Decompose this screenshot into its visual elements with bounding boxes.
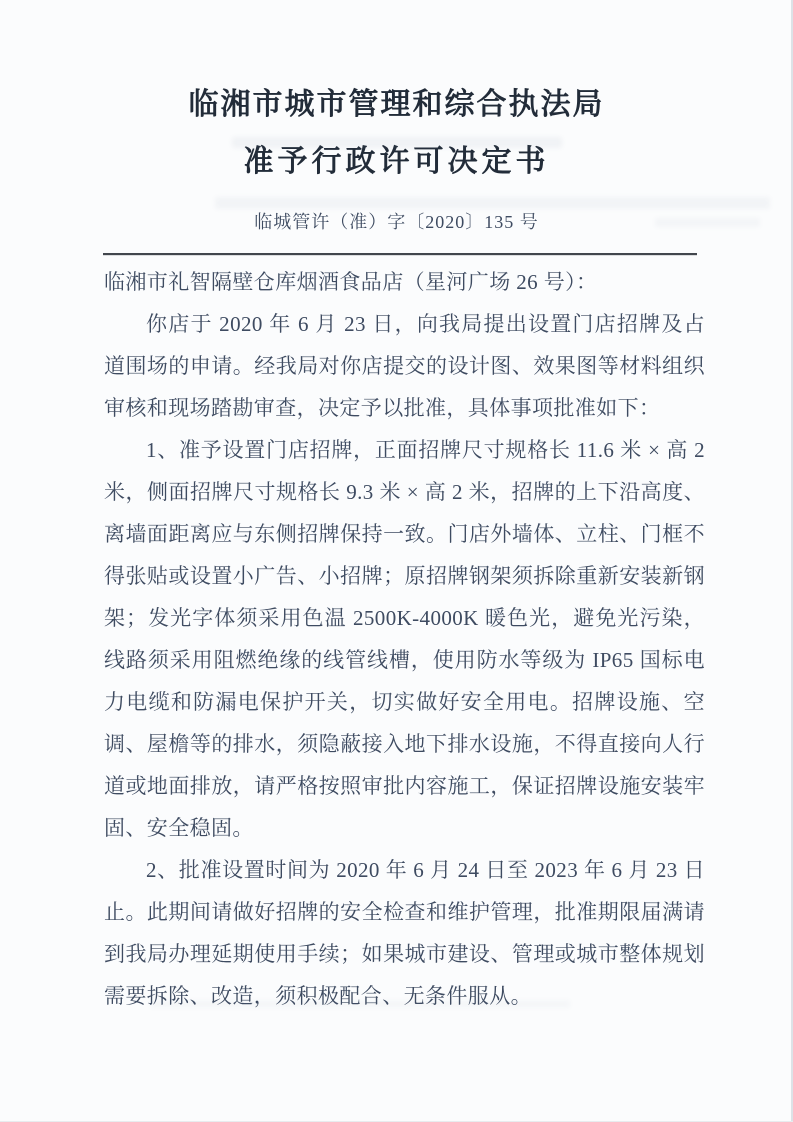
recipient-line: 临湘市礼智隔壁仓库烟酒食品店（星河广场 26 号）： xyxy=(104,270,598,294)
paragraph-application: 你店于 2020 年 6 月 23 日，向我局提出设置门店招牌及占道围场的申请。经我局对你店提交的设计图、效果图等材料组织审核和现场踏勘审查，决定予以批准，具体事项批准如下： xyxy=(104,312,705,420)
paragraph-item-2: 2、批准设置时间为 2020 年 6 月 24 日至 2023 年 6 月 23 日止。此期间请做好招牌的安全检查和维护管理，批准期限届满请到我局办理延期使用手续；如果城市建设、管理或城市整体规划需要拆除、改造，须积极配合、无条件服从。 xyxy=(104,858,705,1008)
header-divider xyxy=(103,253,697,255)
bleed-through-artifact xyxy=(215,197,770,209)
document-type-title: 准予行政许可决定书 xyxy=(243,144,550,179)
document-body xyxy=(104,261,705,1017)
issuer-title: 临湘市城市管理和综合执法局 xyxy=(188,87,605,122)
document-number: 临城管许（准）字〔2020〕135 号 xyxy=(254,212,539,232)
paragraph-item-1: 1、准予设置门店招牌，正面招牌尺寸规格长 11.6 米 × 高 2 米，侧面招牌尺寸规格长 9.3 米 × 高 2 米，招牌的上下沿高度、离墙面距离应与东侧招牌保持一致。门店外墙体、立柱、门框不得张贴或设置小广告、小招牌；原招牌钢架须拆除重新安装新钢架；发光字体须采用色温 2500K-4000K 暖色光，避免光污染，线路须采用阻燃绝缘的线管线槽，使用防水等级为 IP65 国标电力电缆和防漏电保护开关，切实做好安全用电。招牌设施、空调、屋檐等的排水，须隐蔽接入地下排水设施，不得直接向人行道或地面排放，请严格按照审批内容施工，保证招牌设施安装牢固、安全稳固。 xyxy=(104,438,705,840)
